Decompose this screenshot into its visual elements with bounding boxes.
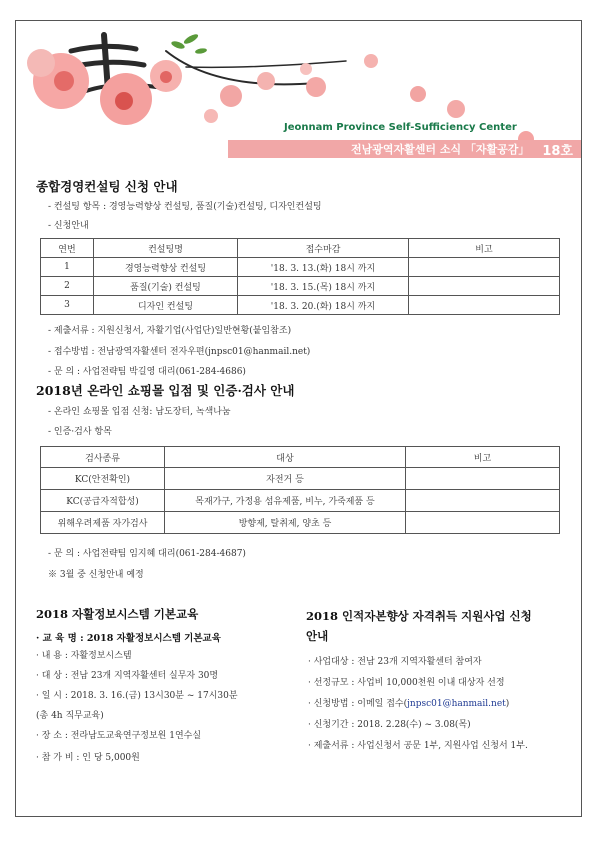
submit-method: - 접수방법 : 전남광역자활센터 전자우편(jnpsc01@hanmail.net) <box>48 347 311 357</box>
table-cell <box>406 490 560 512</box>
table-header: 연번 <box>41 239 94 258</box>
table-row <box>41 277 560 296</box>
table-header-row <box>41 239 560 258</box>
table-header: 접수마감 <box>238 239 409 258</box>
submit-docs: - 제출서류 : 지원신청서, 자활기업(사업단)일반현황(붙임참조) <box>48 326 292 336</box>
section-title-education: 2018 자활정보시스템 기본교육 <box>36 607 199 621</box>
table-cell: KC(공급자적합성) <box>41 490 165 512</box>
method-prefix: · 신청방법 : 이메일 접수( <box>308 699 408 709</box>
education-target: · 대 상 : 전남 23개 지역자활센터 실무자 30명 <box>36 671 219 681</box>
section-title-consulting: 종합경영컨설팅 신청 안내 <box>36 179 178 194</box>
application-method <box>308 696 509 709</box>
center-name-en: Jeonnam Province Self-Sufficiency Center <box>284 122 517 133</box>
selection-scale: · 선정규모 : 사업비 10,000천원 이내 대상자 선정 <box>308 678 505 688</box>
table-cell: 디자인 컨설팅 <box>94 296 238 315</box>
table-cell: 방향제, 탈취제, 양초 등 <box>165 512 406 534</box>
education-hours: (총 4h 직무교육) <box>36 711 104 721</box>
section-title-shopping: 2018년 온라인 쇼핑몰 입점 및 인증·검사 안내 <box>36 383 295 398</box>
table-cell: 1 <box>41 258 94 277</box>
certification-table <box>40 446 560 534</box>
education-fee: · 참 가 비 : 인 당 5,000원 <box>36 753 140 763</box>
education-name: · 교 육 명 : 2018 자활정보시스템 기본교육 <box>36 633 221 644</box>
table-cell <box>409 258 560 277</box>
table-cell: 경영능력향상 컨설팅 <box>94 258 238 277</box>
table-header: 대상 <box>165 447 406 468</box>
newsletter-title: 전남광역자활센터 소식 「자활공감」 <box>351 143 530 156</box>
table-cell: 목재가구, 가정용 섬유제품, 비누, 가죽제품 등 <box>165 490 406 512</box>
table-cell <box>409 296 560 315</box>
table-header: 컨설팅명 <box>94 239 238 258</box>
issue-number: 18호 <box>542 144 573 159</box>
table-header: 비고 <box>409 239 560 258</box>
table-row <box>41 258 560 277</box>
contact-info: - 문 의 : 사업전략팀 박길영 대리(061-284-4686) <box>48 367 246 377</box>
cert-items-label: - 인증·검사 항목 <box>48 427 112 437</box>
table-cell <box>406 468 560 490</box>
table-header-row <box>41 447 560 468</box>
table-cell: '18. 3. 13.(화) 18시 까지 <box>238 258 409 277</box>
apply-guide-label: - 신청안내 <box>48 221 89 231</box>
table-cell: 위해우려제품 자가검사 <box>41 512 165 534</box>
project-target: · 사업대상 : 전남 23개 지역자활센터 참여자 <box>308 657 482 667</box>
table-row <box>41 468 560 490</box>
consulting-table <box>40 238 560 315</box>
education-content: · 내 용 : 자활정보시스템 <box>36 651 132 661</box>
submit-docs: · 제출서류 : 사업신청서 공문 1부, 지원사업 신청서 1부. <box>308 741 528 751</box>
table-row <box>41 490 560 512</box>
education-place: · 장 소 : 전라남도교육연구정보원 1연수실 <box>36 731 202 741</box>
contact-info: - 문 의 : 사업전략팀 임지혜 대리(061-284-4687) <box>48 549 246 559</box>
section-title-qualification-cont: 안내 <box>306 629 329 643</box>
education-date: · 일 시 : 2018. 3. 16.(금) 13시30분 ~ 17시30분 <box>36 691 238 701</box>
consulting-items: - 컨설팅 항목 : 경영능력향상 컨설팅, 품질(기술)컨설팅, 디자인컨설팅 <box>48 202 322 212</box>
table-header: 검사종류 <box>41 447 165 468</box>
table-cell: 2 <box>41 277 94 296</box>
header-bar <box>228 140 581 158</box>
section-title-qualification: 2018 인적자본향상 자격취득 지원사업 신청 <box>306 609 532 623</box>
table-header: 비고 <box>406 447 560 468</box>
table-cell: '18. 3. 20.(화) 18시 까지 <box>238 296 409 315</box>
application-period: · 신청기간 : 2018. 2.28(수) ~ 3.08(목) <box>308 720 471 730</box>
table-cell: 품질(기술) 컨설팅 <box>94 277 238 296</box>
table-cell <box>406 512 560 534</box>
leaf-decoration <box>170 32 207 54</box>
table-cell: KC(안전확인) <box>41 468 165 490</box>
table-row <box>41 296 560 315</box>
table-row <box>41 512 560 534</box>
table-cell: '18. 3. 15.(목) 18시 까지 <box>238 277 409 296</box>
table-cell <box>409 277 560 296</box>
method-suffix: ) <box>505 699 510 709</box>
email-link[interactable]: jnpsc01@hanmail.net <box>407 699 506 709</box>
shopping-mall-line: - 온라인 쇼핑몰 입점 신청: 남도장터, 녹색나눔 <box>48 407 231 417</box>
table-cell: 자전거 등 <box>165 468 406 490</box>
schedule-note: ※ 3월 중 신청안내 예정 <box>48 570 144 580</box>
table-cell: 3 <box>41 296 94 315</box>
